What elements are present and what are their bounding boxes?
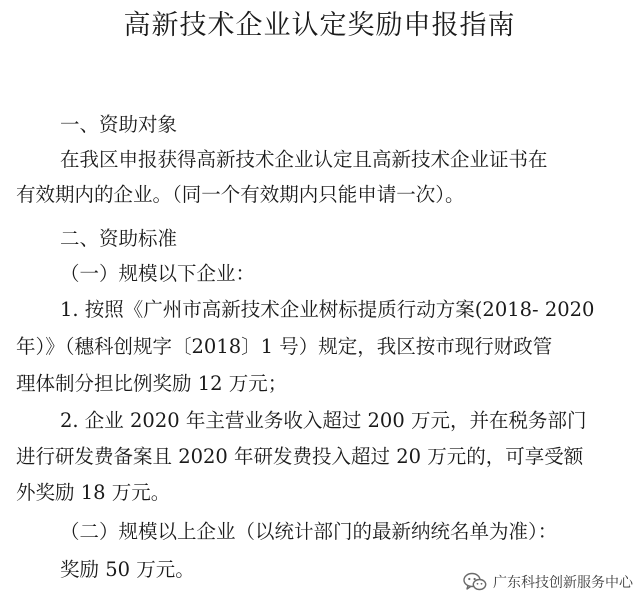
item2-line-2: 进行研发费备案且 2020 年研发费投入超过 20 万元的，可享受额 bbox=[16, 445, 584, 468]
wechat-icon bbox=[463, 572, 487, 592]
subheading-below-scale: （一）规模以下企业： bbox=[60, 262, 256, 285]
item1-line-1: 1. 按照《广州市高新技术企业树标提质行动方案(2018- 2020 bbox=[60, 298, 595, 321]
section-heading-target: 一、资助对象 bbox=[60, 113, 178, 136]
source-watermark bbox=[463, 569, 633, 595]
item2-line-1: 2. 企业 2020 年主营业务收入超过 200 万元，并在税务部门 bbox=[60, 409, 587, 432]
item1-line-2: 年）》（穗科创规字〔2018〕1 号）规定，我区按市现行财政管 bbox=[16, 335, 553, 358]
item2-line-3: 外奖励 18 万元。 bbox=[16, 481, 171, 504]
section-heading-standard: 二、资助标准 bbox=[60, 227, 178, 250]
item1-line-3: 理体制分担比例奖励 12 万元； bbox=[16, 372, 288, 395]
section-target-line-1: 在我区申报获得高新技术企业认定且高新技术企业证书在 bbox=[60, 148, 548, 171]
watermark-text: 广东科技创新服务中心 bbox=[493, 575, 633, 591]
subheading-above-scale-body: 奖励 50 万元。 bbox=[60, 558, 195, 581]
subheading-above-scale: （二）规模以上企业（以统计部门的最新纳统名单为准）： bbox=[60, 520, 558, 543]
document-title: 高新技术企业认定奖励申报指南 bbox=[123, 10, 516, 41]
section-target-line-2: 有效期内的企业。（同一个有效期内只能申请一次）。 bbox=[16, 183, 465, 206]
